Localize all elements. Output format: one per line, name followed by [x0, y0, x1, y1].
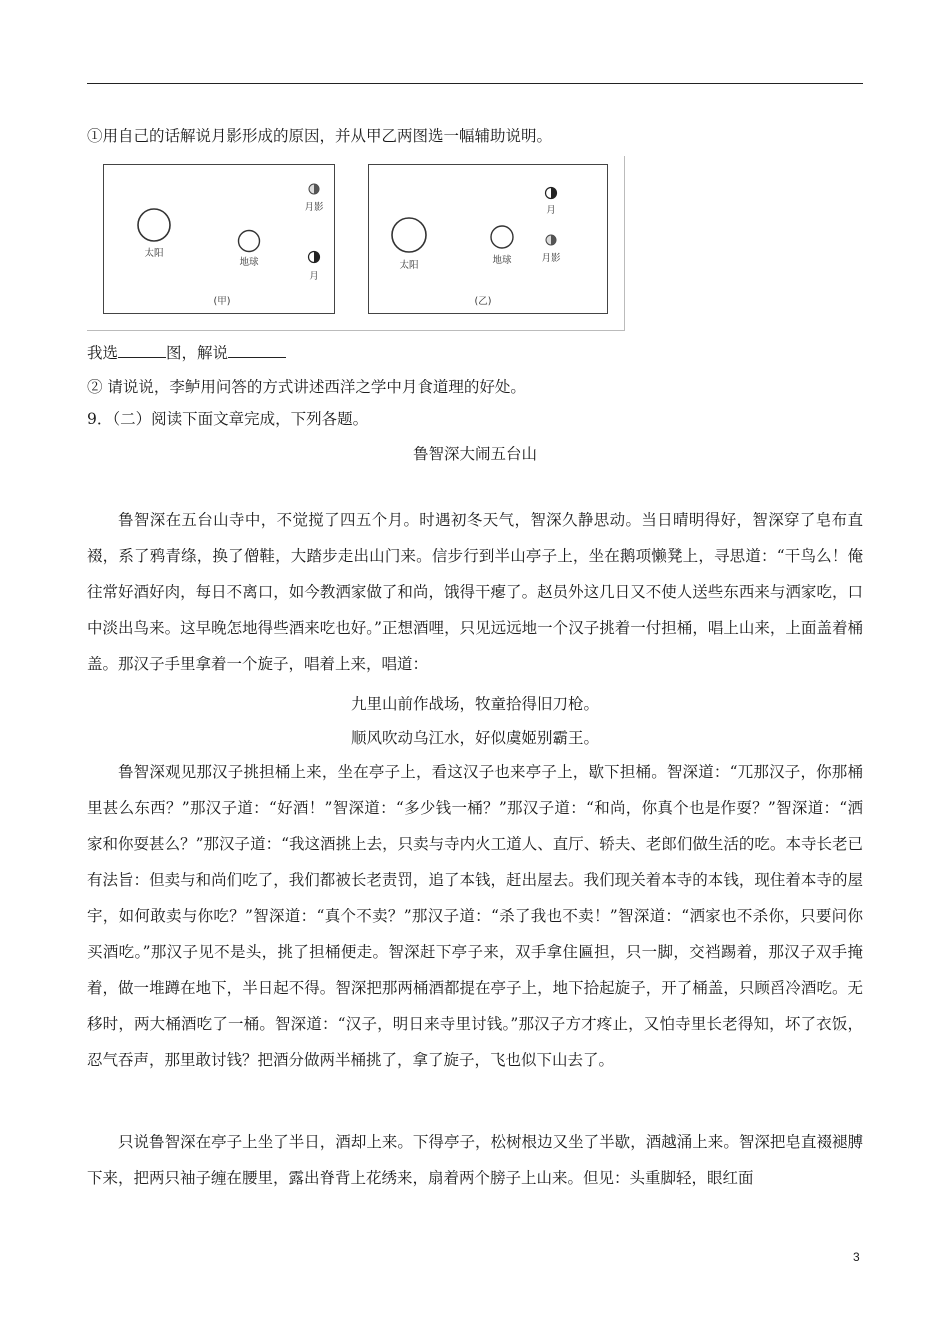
question-9: 9．（二）阅读下面文章完成，下列各题。	[87, 410, 369, 428]
article-paragraph-1: 鲁智深在五台山寺中，不觉搅了四五个月。时遇初冬天气，智深久静思动。当日晴明得好，智深穿了皂布直裰，系了鸦青绦，换了僧鞋，大踏步走出山门来。信步行到半山亭子上，坐在鹅项懒凳上，寻思道：“干鸟么！俺往常好酒好肉，每日不离口，如今教洒家做了和尚，饿得干瘪了。赵员外这几日又不使人送些东西来与洒家吃，口中淡出鸟来。这早晚怎地得些酒来吃也好。”正想酒哩，只见远远地一个汉子挑着一付担桶，唱上山来，上面盖着桶盖。那汉子手里拿着一个旋子，唱着上来，唱道：	[87, 511, 863, 673]
earth-circle	[491, 226, 513, 248]
sun-circle	[392, 218, 426, 252]
answer-blank-explanation[interactable]	[228, 343, 286, 358]
diagram-jia	[103, 164, 335, 314]
diagram-yi	[368, 164, 608, 314]
earth-label: 地球	[492, 255, 512, 266]
page-number: 3	[853, 1250, 860, 1264]
moon-label: 月	[309, 271, 319, 282]
article-title: 鲁智深大闹五台山	[412, 445, 537, 463]
header-rule	[87, 83, 863, 84]
question-1: ①用自己的话解说月影形成的原因，并从甲乙两图选一幅辅助说明。	[87, 127, 553, 145]
answer-middle: 图，解说	[166, 344, 229, 362]
article-paragraph-3: 只说鲁智深在亭子上坐了半日，酒却上来。下得亭子，松树根边又坐了半歇，酒越涌上来。智深把皂直裰褪膊下来，把两只袖子缠在腰里，露出脊背上花绣来，扇着两个膀子上山来。但见：头重脚轻，眼红面	[87, 1133, 863, 1187]
earth-label: 地球	[239, 257, 259, 268]
moon-shadow-label: 月影	[541, 253, 561, 264]
poem-line-2: 顺风吹动乌江水，好似虞姬别霸王。	[350, 729, 599, 747]
caption-yi: (乙)	[474, 296, 492, 307]
moon-shadow-dark-half	[314, 184, 319, 194]
moon-shadow-label: 月影	[304, 202, 324, 213]
moon-label: 月	[546, 205, 556, 216]
question-2: ② 请说说，李鲈用问答的方式讲述西洋之学中月食道理的好处。	[87, 378, 526, 396]
moon-shadow-dark-half	[551, 235, 556, 245]
sun-circle	[138, 209, 170, 241]
moon-shadow-figure	[87, 156, 625, 331]
poem-line-1: 九里山前作战场，牧童拾得旧刀枪。	[350, 695, 599, 713]
sun-label: 太阳	[399, 260, 419, 271]
caption-jia: (甲)	[213, 296, 231, 307]
sun-label: 太阳	[144, 248, 164, 259]
answer-line	[87, 343, 286, 363]
answer-blank-figure[interactable]	[118, 343, 166, 358]
article-paragraph-2: 鲁智深观见那汉子挑担桶上来，坐在亭子上，看这汉子也来亭子上，歇下担桶。智深道：“兀那汉子，你那桶里甚么东西？”那汉子道：“好酒！”智深道：“多少钱一桶？”那汉子道：“和尚，你真个也是作耍？”智深道：“洒家和你耍甚么？”那汉子道：“我这酒挑上去，只卖与寺内火工道人、直厅、轿夫、老郎们做生活的吃。本寺长老已有法旨：但卖与和尚们吃了，我们都被长老责罚，追了本钱，赶出屋去。我们现关着本寺的本钱，现住着本寺的屋宇，如何敢卖与你吃？”智深道：“真个不卖？”那汉子道：“杀了我也不卖！”智深道：“洒家也不杀你，只要问你买酒吃。”那汉子见不是头，挑了担桶便走。智深赶下亭子来，双手拿住匾担，只一脚，交裆踢着，那汉子双手掩着，做一堆蹲在地下，半日起不得。智深把那两桶酒都提在亭子上，地下拾起旋子，开了桶盖，只顾舀冷酒吃。无移时，两大桶酒吃了一桶。智深道：“汉子，明日来寺里讨钱。”那汉子方才疼止，又怕寺里长老得知，坏了衣饭，忍气吞声，那里敢讨钱？把酒分做两半桶挑了，拿了旋子，飞也似下山去了。	[87, 763, 863, 1069]
answer-prefix: 我选	[87, 344, 119, 362]
earth-circle	[239, 231, 260, 252]
